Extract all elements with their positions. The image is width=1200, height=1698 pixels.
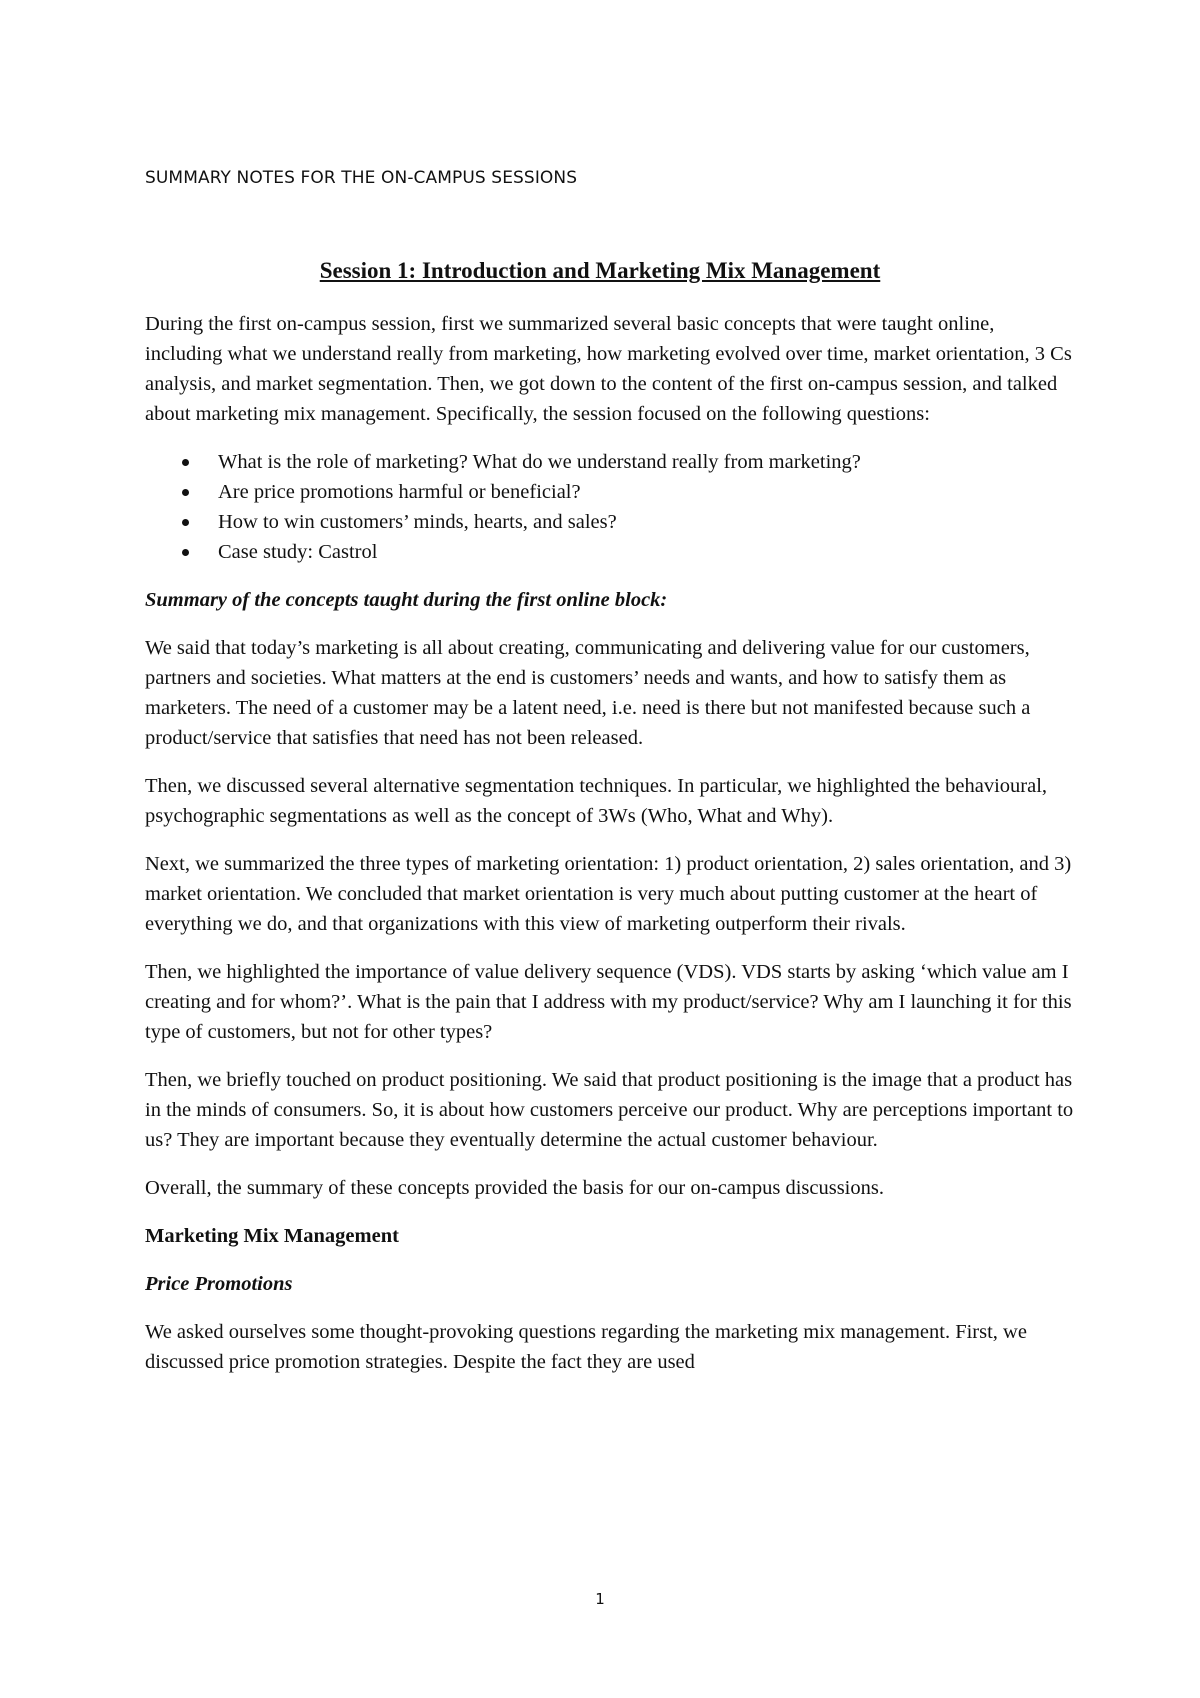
question-list <box>145 447 1075 567</box>
bullet-icon <box>182 489 189 496</box>
list-item-text: How to win customers’ minds, hearts, and sales? <box>218 511 617 533</box>
summary-paragraph-value: We said that today’s marketing is all about creating, communicating and delivering value for our customers, partners and societies. What matters at the end is customers’ needs and wants, and how to satisfy them as marketers. The need of a customer may be a latent need, i.e. need is there but not manifested because such a product/service that satisfies that need has not been released. <box>145 637 1031 749</box>
summary-paragraph-vds: Then, we highlighted the importance of value delivery sequence (VDS). VDS starts by asking ‘which value am I creating and for whom?’. What is the pain that I address with my product/service? Why am I launching it for this type of customers, but not for other types? <box>145 961 1072 1043</box>
list-item-text: Case study: Castrol <box>218 541 378 563</box>
mix-paragraph: We asked ourselves some thought-provoking questions regarding the marketing mix management. First, we discussed price promotion strategies. Despite the fact they are used <box>145 1321 1027 1373</box>
list-item <box>218 477 1075 507</box>
document-body <box>145 309 1075 1395</box>
summary-paragraph-positioning: Then, we briefly touched on product positioning. We said that product positioning is the image that a product has in the minds of consumers. So, it is about how customers perceive our product. Why are perceptions important to us? They are important because they eventually determine the actual customer behaviour. <box>145 1069 1074 1151</box>
session-title: Session 1: Introduction and Marketing Mix Management <box>319 258 881 283</box>
bullet-icon <box>182 519 189 526</box>
summary-paragraph-segmentation: Then, we discussed several alternative segmentation techniques. In particular, we highlighted the behavioural, psychographic segmentations as well as the concept of 3Ws (Who, What and Why). <box>145 775 1048 827</box>
bullet-icon <box>182 549 189 556</box>
document-label: SUMMARY NOTES FOR THE ON-CAMPUS SESSIONS <box>145 168 578 188</box>
mix-heading: Marketing Mix Management <box>145 1225 399 1247</box>
bullet-icon <box>182 459 189 466</box>
list-item-text: What is the role of marketing? What do we understand really from marketing? <box>218 451 861 473</box>
price-promotions-heading: Price Promotions <box>145 1273 293 1295</box>
page-number: 1 <box>595 1590 605 1608</box>
list-item <box>218 507 1075 537</box>
list-item <box>218 537 1075 567</box>
summary-paragraph-orientation: Next, we summarized the three types of marketing orientation: 1) product orientation, 2) sales orientation, and 3) market orientation. We concluded that market orientation is very much about putting customer at the heart of everything we do, and that organizations with this view of marketing outperform their rivals. <box>145 853 1072 935</box>
summary-paragraph-overall: Overall, the summary of these concepts provided the basis for our on-campus discussions. <box>145 1177 884 1199</box>
list-item <box>218 447 1075 477</box>
intro-paragraph: During the first on-campus session, first we summarized several basic concepts that were taught online, including what we understand really from marketing, how marketing evolved over time, market orientation, 3 Cs analysis, and market segmentation. Then, we got down to the content of the first on-campus session, and talked about marketing mix management. Specifically, the session focused on the following questions: <box>145 313 1072 425</box>
summary-heading: Summary of the concepts taught during the first online block: <box>145 589 668 611</box>
list-item-text: Are price promotions harmful or beneficial? <box>218 481 581 503</box>
